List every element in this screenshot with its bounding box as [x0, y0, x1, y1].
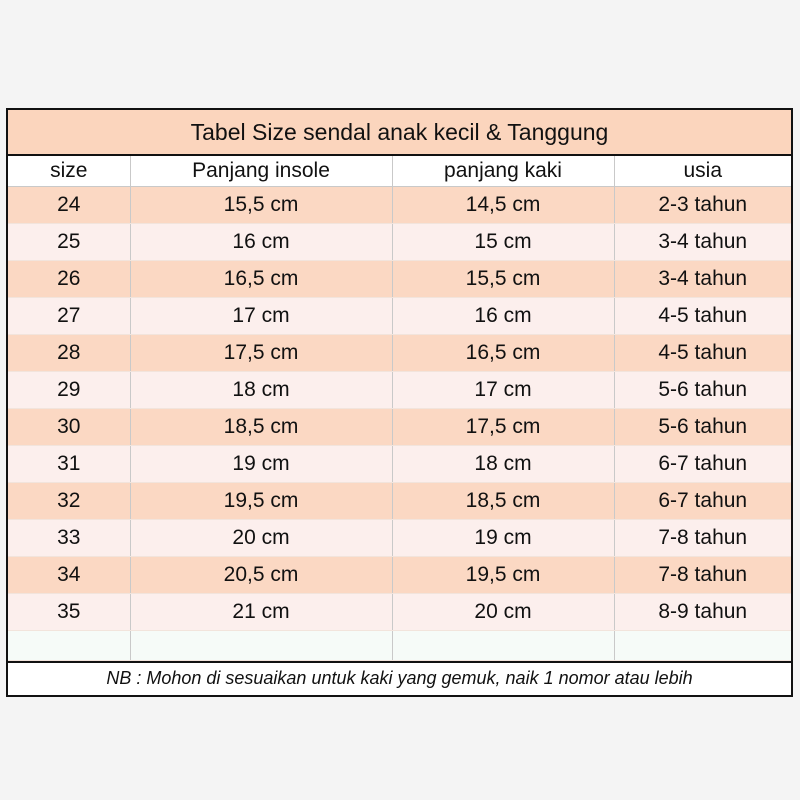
empty-cell — [392, 630, 614, 660]
header-foot-length: panjang kaki — [392, 156, 614, 186]
size-chart — [6, 108, 793, 697]
cell-size: 29 — [8, 371, 130, 408]
cell-insole-length: 21 cm — [130, 593, 392, 630]
cell-size: 35 — [8, 593, 130, 630]
cell-foot-length: 15,5 cm — [392, 260, 614, 297]
cell-age: 4-5 tahun — [614, 297, 791, 334]
cell-age: 8-9 tahun — [614, 593, 791, 630]
table-row — [8, 334, 791, 371]
cell-age: 6-7 tahun — [614, 445, 791, 482]
empty-cell — [614, 630, 791, 660]
size-table — [8, 156, 791, 661]
cell-insole-length: 17,5 cm — [130, 334, 392, 371]
empty-cell — [8, 630, 130, 660]
cell-foot-length: 19 cm — [392, 519, 614, 556]
cell-age: 2-3 tahun — [614, 186, 791, 223]
table-row — [8, 297, 791, 334]
cell-size: 31 — [8, 445, 130, 482]
cell-age: 7-8 tahun — [614, 556, 791, 593]
cell-insole-length: 18 cm — [130, 371, 392, 408]
cell-foot-length: 17,5 cm — [392, 408, 614, 445]
table-row — [8, 260, 791, 297]
cell-age: 6-7 tahun — [614, 482, 791, 519]
cell-size: 33 — [8, 519, 130, 556]
cell-size: 27 — [8, 297, 130, 334]
cell-foot-length: 16 cm — [392, 297, 614, 334]
cell-foot-length: 20 cm — [392, 593, 614, 630]
table-body — [8, 186, 791, 660]
cell-size: 34 — [8, 556, 130, 593]
cell-insole-length: 20 cm — [130, 519, 392, 556]
table-row — [8, 186, 791, 223]
cell-insole-length: 15,5 cm — [130, 186, 392, 223]
cell-age: 5-6 tahun — [614, 408, 791, 445]
table-row — [8, 556, 791, 593]
table-row — [8, 223, 791, 260]
header-age: usia — [614, 156, 791, 186]
cell-foot-length: 19,5 cm — [392, 556, 614, 593]
cell-foot-length: 18,5 cm — [392, 482, 614, 519]
cell-age: 4-5 tahun — [614, 334, 791, 371]
cell-size: 26 — [8, 260, 130, 297]
cell-size: 25 — [8, 223, 130, 260]
cell-age: 3-4 tahun — [614, 223, 791, 260]
cell-foot-length: 16,5 cm — [392, 334, 614, 371]
header-row — [8, 156, 791, 186]
cell-insole-length: 16 cm — [130, 223, 392, 260]
cell-insole-length: 20,5 cm — [130, 556, 392, 593]
cell-age: 5-6 tahun — [614, 371, 791, 408]
cell-foot-length: 17 cm — [392, 371, 614, 408]
footnote: NB : Mohon di sesuaikan untuk kaki yang gemuk, naik 1 nomor atau lebih — [8, 661, 791, 695]
cell-size: 28 — [8, 334, 130, 371]
cell-size: 24 — [8, 186, 130, 223]
cell-foot-length: 15 cm — [392, 223, 614, 260]
empty-row — [8, 630, 791, 660]
header-insole-length: Panjang insole — [130, 156, 392, 186]
table-row — [8, 408, 791, 445]
table-row — [8, 482, 791, 519]
header-size: size — [8, 156, 130, 186]
empty-cell — [130, 630, 392, 660]
cell-insole-length: 17 cm — [130, 297, 392, 334]
cell-insole-length: 19 cm — [130, 445, 392, 482]
table-row — [8, 519, 791, 556]
table-row — [8, 593, 791, 630]
cell-insole-length: 16,5 cm — [130, 260, 392, 297]
cell-foot-length: 14,5 cm — [392, 186, 614, 223]
cell-foot-length: 18 cm — [392, 445, 614, 482]
cell-size: 32 — [8, 482, 130, 519]
cell-age: 3-4 tahun — [614, 260, 791, 297]
cell-insole-length: 18,5 cm — [130, 408, 392, 445]
cell-size: 30 — [8, 408, 130, 445]
table-row — [8, 371, 791, 408]
table-title: Tabel Size sendal anak kecil & Tanggung — [8, 110, 791, 156]
cell-age: 7-8 tahun — [614, 519, 791, 556]
cell-insole-length: 19,5 cm — [130, 482, 392, 519]
table-row — [8, 445, 791, 482]
